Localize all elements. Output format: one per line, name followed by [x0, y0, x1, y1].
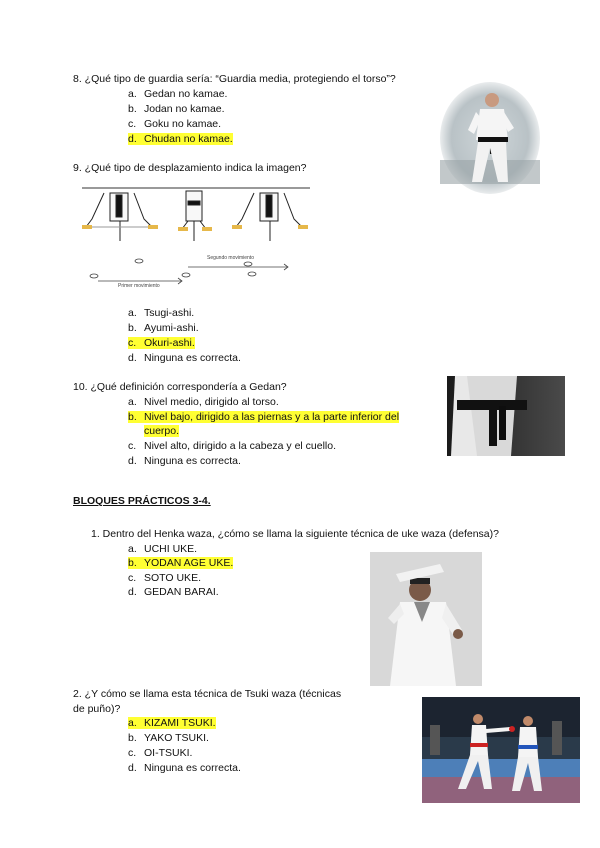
p2-question-line2: de puño)? — [73, 703, 121, 715]
q9-question: 9. ¿Qué tipo de desplazamiento indica la imagen? — [73, 162, 307, 174]
p1-option-c: c. SOTO UKE. — [128, 572, 201, 584]
p1-option-d: d. GEDAN BARAI. — [128, 586, 219, 598]
p1-option-b-correct: b. YODAN AGE UKE. — [128, 557, 234, 569]
q9-option-b: b. Ayumi-ashi. — [128, 322, 199, 334]
diagram-label-first-movement: Primer movimiento — [118, 283, 160, 289]
karateka-guard-photo — [440, 82, 540, 194]
p1-option-a: a. UCHI UKE. — [128, 543, 198, 555]
p2-question-line1: 2. ¿Y cómo se llama esta técnica de Tsuki waza (técnicas — [73, 688, 342, 700]
q9-option-c-correct: c. Okuri-ashi. — [128, 337, 195, 349]
age-uke-photo — [370, 552, 482, 686]
q10-option-b-continuation: cuerpo. — [144, 425, 180, 437]
q8-question: 8. ¿Qué tipo de guardia sería: “Guardia media, protegiendo el torso”? — [73, 73, 396, 85]
q9-option-d: d. Ninguna es correcta. — [128, 352, 241, 364]
p2-option-b: b. YAKO TSUKI. — [128, 732, 209, 744]
q10-option-c: c. Nivel alto, dirigido a la cabeza y el cuello. — [128, 440, 337, 452]
black-belt-photo — [447, 376, 565, 456]
diagram-label-second-movement: Segundo movimiento — [207, 255, 254, 261]
q8-option-a: a. Gedan no kamae. — [128, 88, 228, 100]
p2-option-c: c. OI-TSUKI. — [128, 747, 193, 759]
p2-option-d: d. Ninguna es correcta. — [128, 762, 241, 774]
kumite-competition-photo — [422, 697, 580, 803]
q10-option-b-correct: b. Nivel bajo, dirigido a las piernas y a la parte inferior del — [128, 411, 400, 423]
q10-option-d: d. Ninguna es correcta. — [128, 455, 241, 467]
q9-option-a: a. Tsugi-ashi. — [128, 307, 195, 319]
q10-option-a: a. Nivel medio, dirigido al torso. — [128, 396, 279, 408]
p1-question: 1. Dentro del Henka waza, ¿cómo se llama la siguiente técnica de uke waza (defensa)? — [91, 528, 499, 540]
p2-option-a-correct: a. KIZAMI TSUKI. — [128, 717, 216, 729]
q10-question: 10. ¿Qué definición correspondería a Gedan? — [73, 381, 287, 393]
section-heading: BLOQUES PRÁCTICOS 3-4. — [73, 495, 211, 507]
footwork-diagram — [82, 181, 320, 291]
q8-option-b: b. Jodan no kamae. — [128, 103, 225, 115]
q8-option-c: c. Goku no kamae. — [128, 118, 222, 130]
q8-option-d-correct: d. Chudan no kamae. — [128, 133, 233, 145]
